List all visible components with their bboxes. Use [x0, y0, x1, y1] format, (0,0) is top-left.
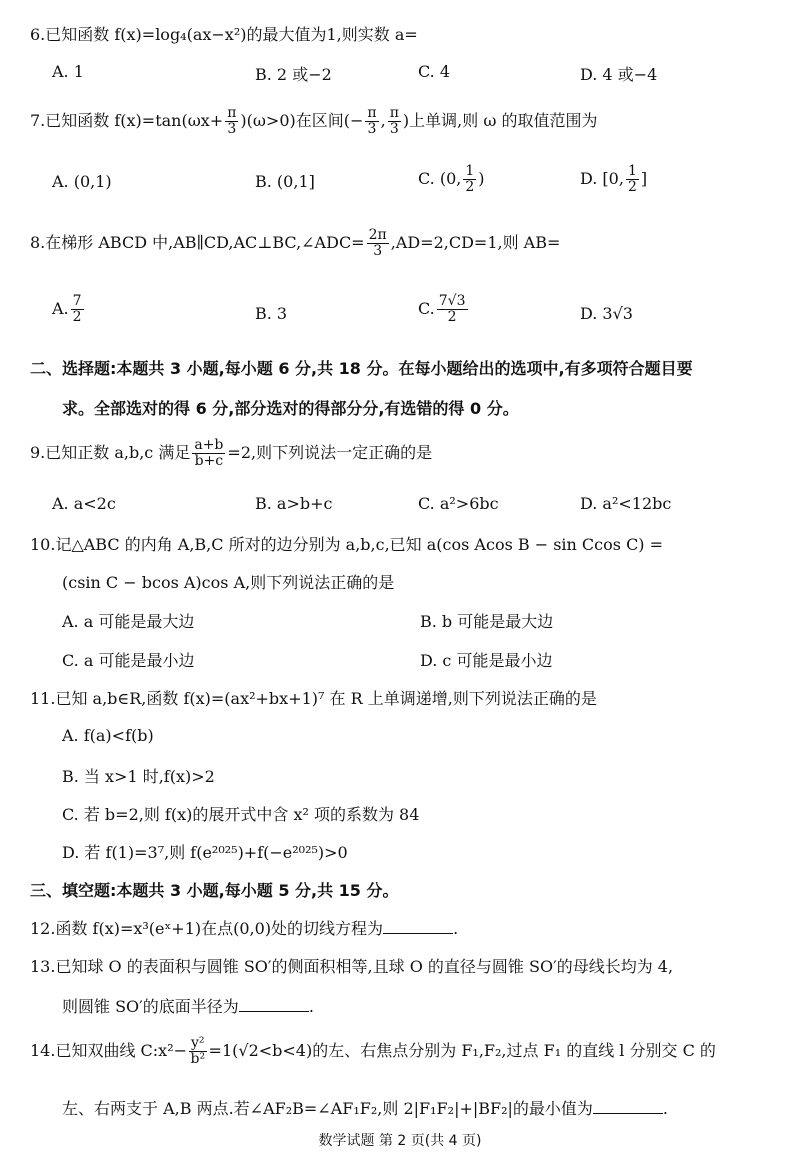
q13-stem-line1: 13.已知球 O 的表面积与圆锥 SO′的侧面积相等,且球 O 的直径与圆锥 SO′的母线长均为 4,	[30, 957, 674, 976]
section3-heading: 三、填空题:本题共 3 小题,每小题 5 分,共 15 分。	[30, 881, 399, 900]
q10-stem-line1: 10.记△ABC 的内角 A,B,C 所对的边分别为 a,b,c,已知 a(cos Acos B − sin Ccos C) =	[30, 535, 664, 554]
section2-heading-line2: 求。全部选对的得 6 分,部分选对的得部分分,有选错的得 0 分。	[62, 399, 519, 418]
q10-option-c: C. a 可能是最小边	[62, 651, 195, 670]
page-footer: 数学试题 第 2 页(共 4 页)	[318, 1133, 482, 1149]
q9-option-a: A. a<2c	[52, 494, 116, 513]
q6-option-d: D. 4 或−4	[580, 65, 658, 84]
section2-heading-line1: 二、选择题:本题共 3 小题,每小题 6 分,共 18 分。在每小题给出的选项中,有多项符合题目要	[30, 359, 693, 378]
q13-answer-blank[interactable]	[239, 997, 309, 1012]
q10-stem-line2: (csin C − bcos A)cos A,则下列说法正确的是	[62, 573, 395, 592]
q13-stem-line2: 则圆锥 SO′的底面半径为 .	[62, 997, 314, 1016]
q6-option-c: C. 4	[418, 62, 451, 81]
q7-frac-pi3-b: $\frac{\pi}{3}$	[367, 105, 377, 137]
q10-option-b: B. b 可能是最大边	[420, 612, 554, 631]
q8-option-b: B. 3	[255, 304, 288, 323]
q7-option-d: D. [0, $\frac{1}{2}$ ]	[580, 163, 648, 195]
q7-option-b: B. (0,1]	[255, 172, 315, 191]
q12-answer-blank[interactable]	[383, 919, 453, 934]
q8-option-a: A. $\frac{7}{2}$	[52, 293, 82, 325]
q10-option-d: D. c 可能是最小边	[420, 651, 553, 670]
q8-frac: $\frac{2\pi}{3}$	[368, 227, 387, 259]
q10-option-a: A. a 可能是最大边	[62, 612, 195, 631]
q6-option-b: B. 2 或−2	[255, 65, 332, 84]
q6-option-a: A. 1	[52, 62, 84, 81]
q11-option-a: A. f(a)<f(b)	[62, 726, 154, 745]
q7-frac-pi3-c: $\frac{\pi}{3}$	[389, 105, 399, 137]
q11-option-d: D. 若 f(1)=3⁷,则 f(e²⁰²⁵)+f(−e²⁰²⁵)>0	[62, 843, 348, 862]
q12-stem: 12.函数 f(x)=x³(eˣ+1)在点(0,0)处的切线方程为 .	[30, 919, 459, 938]
q8-option-d: D. 3√3	[580, 304, 633, 323]
q8-option-c: C. $\frac{7√3}{2}$	[418, 293, 466, 325]
q9-frac: $\frac{a+b}{b+c}$	[194, 437, 224, 469]
q7-option-c: C. (0, $\frac{1}{2}$ )	[418, 163, 485, 195]
q14-frac: $\frac{\text{y²}}{\text{b²}}$	[190, 1035, 206, 1067]
q11-option-b: B. 当 x>1 时,f(x)>2	[62, 767, 215, 786]
q7-frac-pi3: $\frac{\pi}{3}$	[227, 105, 237, 137]
q14-stem-line1: 14.已知双曲线 C:x²− $\frac{\text{y²}}{\text{b²}}$ =1(√2<b<4)的左、右焦点分别为 F₁,F₂,过点 F₁ 的直线 l 分别交 C 的	[30, 1035, 716, 1067]
q6-stem: 6.已知函数 f(x)=log₄(ax−x²)的最大值为1,则实数 a=	[30, 25, 418, 44]
q7-option-a: A. (0,1)	[52, 172, 112, 191]
q9-stem: 9.已知正数 a,b,c 满足 $\frac{a+b}{b+c}$ =2,则下列说法一定正确的是	[30, 437, 433, 469]
q9-option-d: D. a²<12bc	[580, 494, 672, 513]
q14-answer-blank[interactable]	[593, 1099, 663, 1114]
q11-option-c: C. 若 b=2,则 f(x)的展开式中含 x² 项的系数为 84	[62, 805, 420, 824]
q8-stem: 8.在梯形 ABCD 中,AB∥CD,AC⊥BC,∠ADC= $\frac{2\pi}{3}$ ,AD=2,CD=1,则 AB=	[30, 227, 561, 259]
q7-stem: 7.已知函数 f(x)=tan(ωx+ $\frac{\pi}{3}$ )(ω>0)在区间(− $\frac{\pi}{3}$ , $\frac{\pi}{3}$ )上单调,则 ω 的取值范围为	[30, 105, 598, 137]
q11-stem: 11.已知 a,b∈R,函数 f(x)=(ax²+bx+1)⁷ 在 R 上单调递增,则下列说法正确的是	[30, 689, 597, 708]
q9-option-b: B. a>b+c	[255, 494, 333, 513]
q9-option-c: C. a²>6bc	[418, 494, 499, 513]
q14-stem-line2: 左、右两支于 A,B 两点.若∠AF₂B=∠AF₁F₂,则 2|F₁F₂|+|BF₂|的最小值为 .	[62, 1099, 669, 1118]
